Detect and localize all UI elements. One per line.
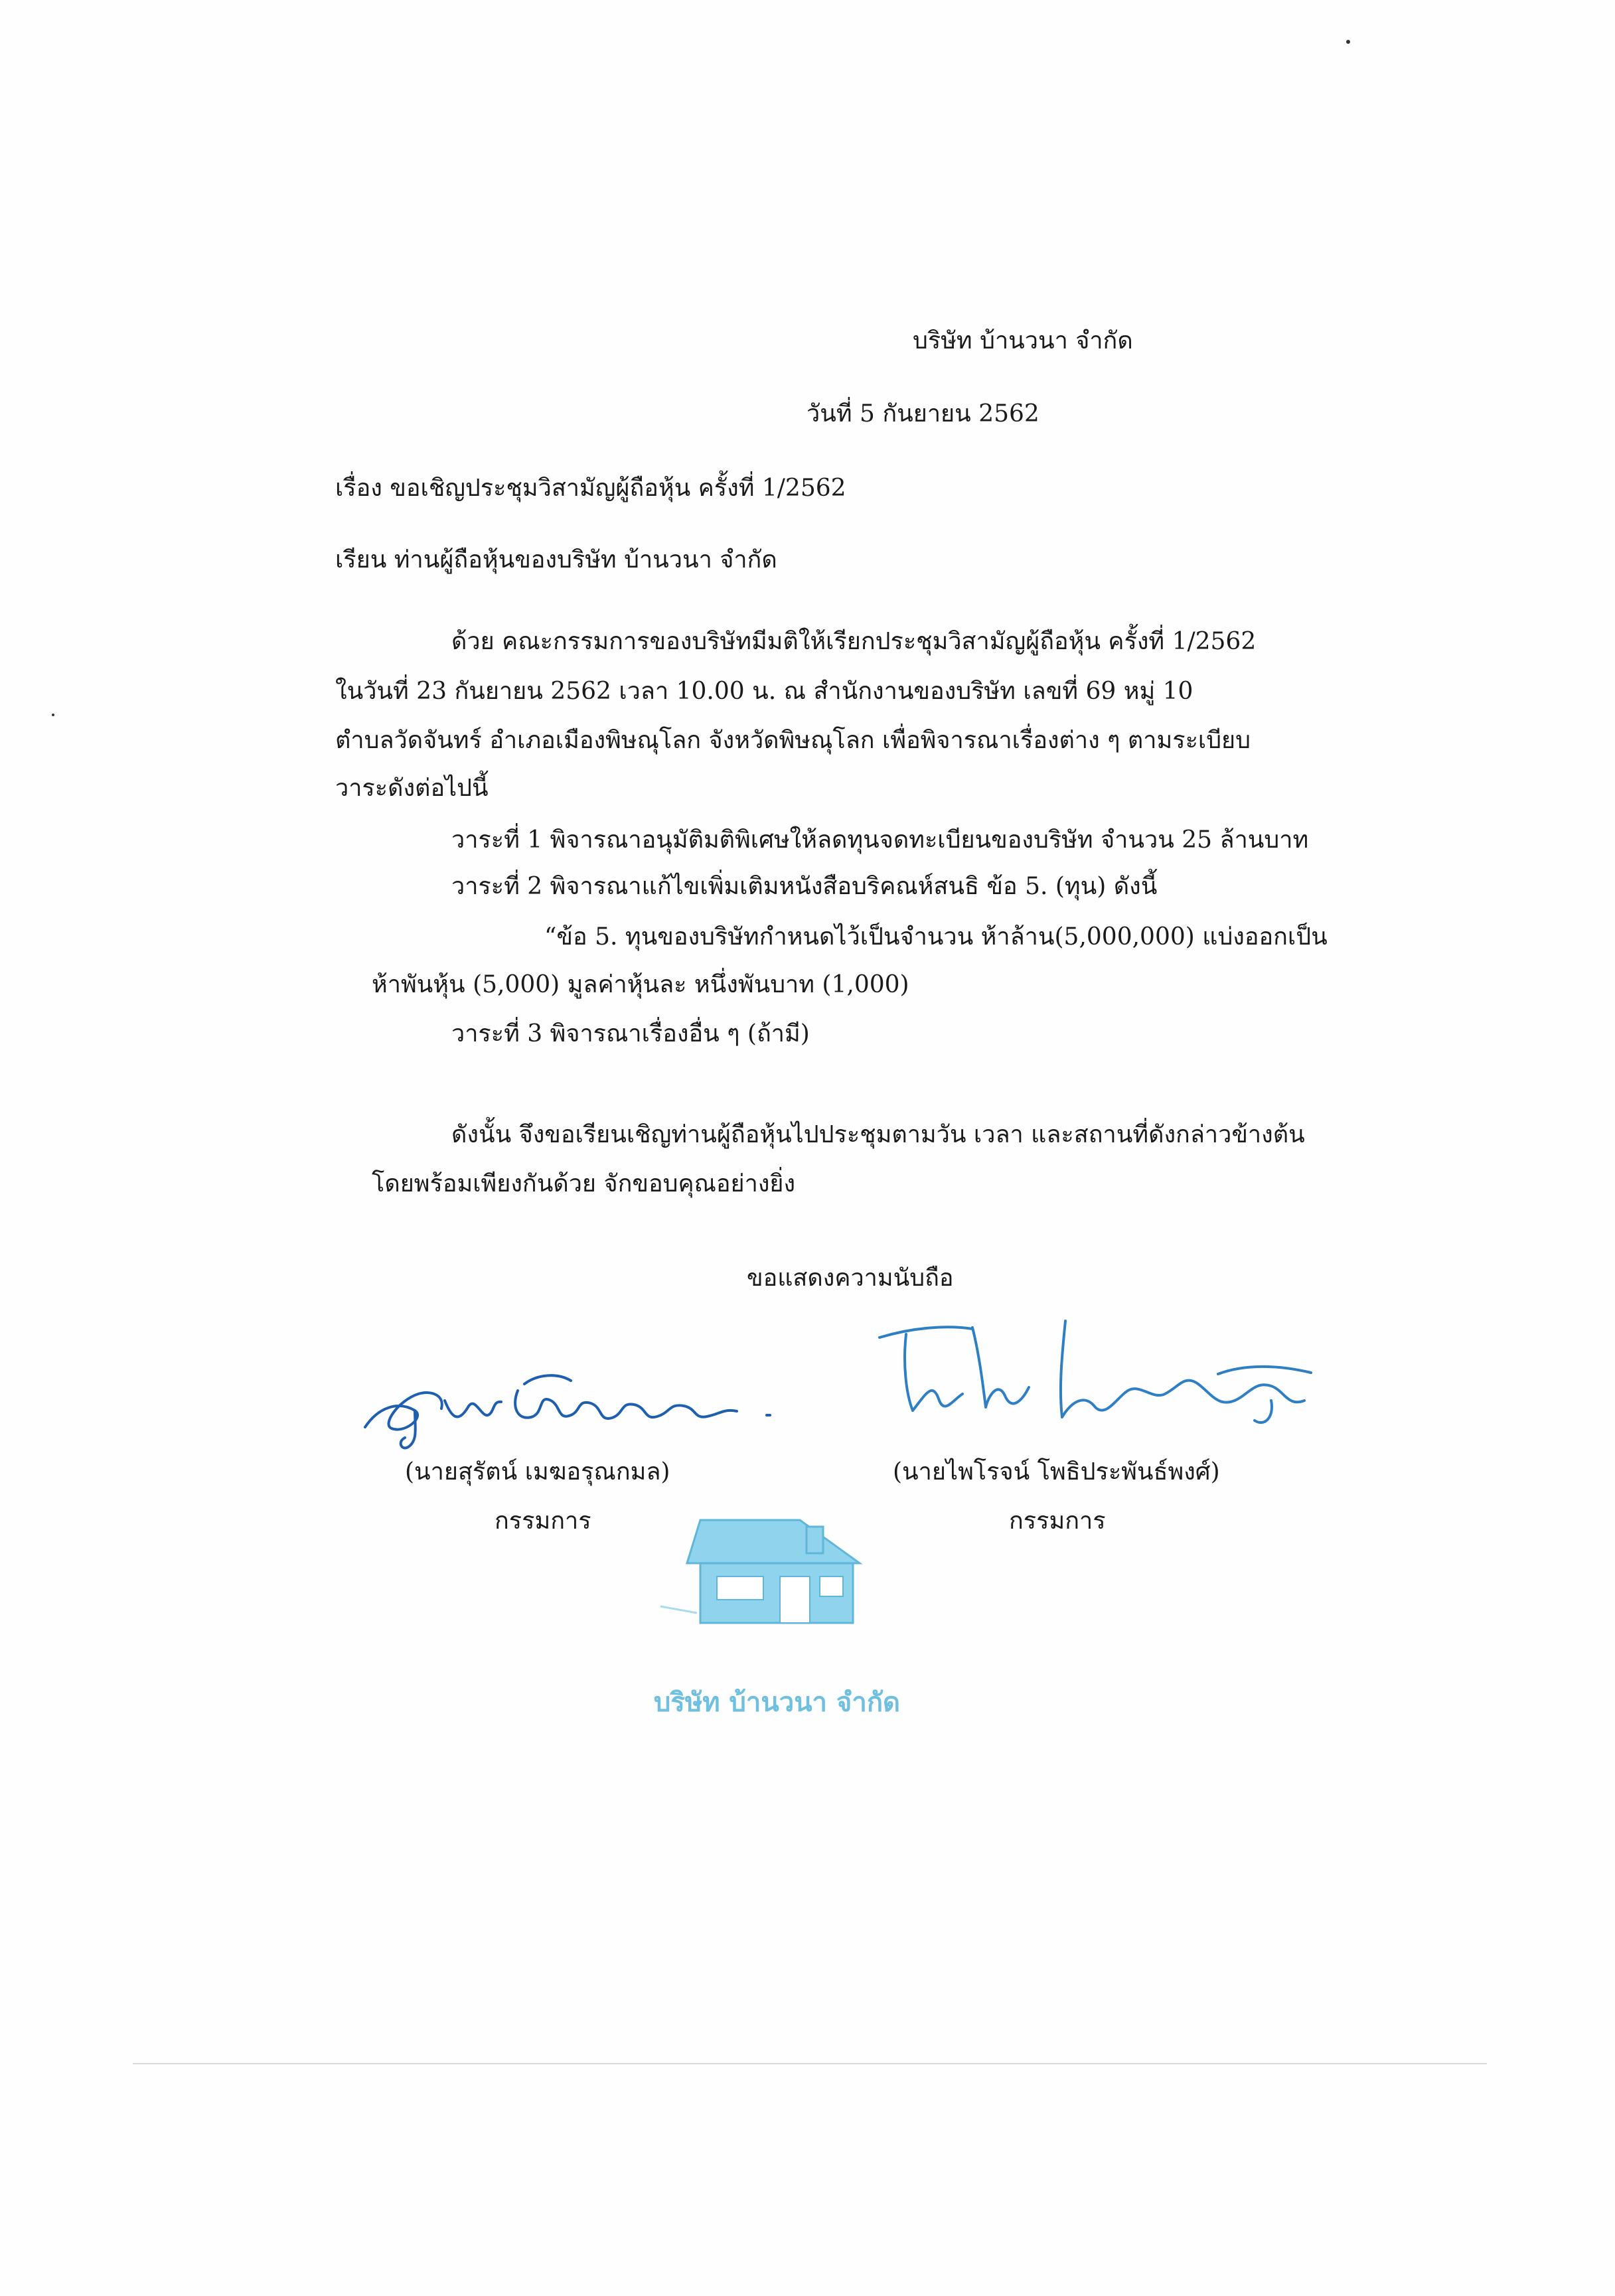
closing-line-1: ดังนั้น จึงขอเรียนเชิญท่านผู้ถือหุ้นไปประชุมตามวัน เวลา และสถานที่ดังกล่าวข้างต้น <box>451 1121 1305 1148</box>
agenda-item-3: วาระที่ 3 พิจารณาเรื่องอื่น ๆ (ถ้ามี) <box>451 1020 810 1047</box>
company-name: บริษัท บ้านวนา จำกัด <box>913 327 1133 354</box>
scan-speck <box>52 714 54 716</box>
closing-regards: ขอแสดงความนับถือ <box>747 1264 954 1292</box>
closing-line-2: โดยพร้อมเพียงกันด้วย จักขอบคุณอย่างยิ่ง <box>372 1170 796 1197</box>
body-line-2: ในวันที่ 23 กันยายน 2562 เวลา 10.00 น. ณ สำนักงานของบริษัท เลขที่ 69 หมู่ 10 <box>335 678 1193 705</box>
salutation-line: เรียน ท่านผู้ถือหุ้นของบริษัท บ้านวนา จำกัด <box>335 546 777 574</box>
signatory-left-title: กรรมการ <box>495 1507 591 1535</box>
scan-speck <box>1346 40 1350 44</box>
signature-right <box>873 1301 1324 1434</box>
signatory-left-name: (นายสุรัตน์ เมฆอรุณกมล) <box>405 1458 670 1486</box>
scan-edge-line <box>133 2063 1487 2064</box>
signatory-right-name: (นายไพโรจน์ โพธิประพันธ์พงศ์) <box>893 1458 1220 1486</box>
subject-line: เรื่อง ขอเชิญประชุมวิสามัญผู้ถือหุ้น ครั้งที่ 1/2562 <box>335 475 846 502</box>
company-stamp-text: บริษัท บ้านวนา จำกัด <box>654 1687 901 1718</box>
agenda-quote-line-2: ห้าพันหุ้น (5,000) มูลค่าหุ้นละ หนึ่งพันบาท (1,000) <box>372 971 909 998</box>
body-line-1: ด้วย คณะกรรมการของบริษัทมีมติให้เรียกประชุมวิสามัญผู้ถือหุ้น ครั้งที่ 1/2562 <box>451 628 1257 655</box>
company-stamp-house-icon <box>647 1513 906 1633</box>
signature-left <box>352 1354 816 1454</box>
date-line: วันที่ 5 กันยายน 2562 <box>807 400 1039 427</box>
agenda-item-2: วาระที่ 2 พิจารณาแก้ไขเพิ่มเติมหนังสือบริคณห์สนธิ ข้อ 5. (ทุน) ดังนี้ <box>451 873 1158 900</box>
body-line-4: วาระดังต่อไปนี้ <box>335 775 489 802</box>
agenda-quote-line-1: “ข้อ 5. ทุนของบริษัทกำหนดไว้เป็นจำนวน ห้าล้าน(5,000,000) แบ่งออกเป็น <box>544 923 1328 951</box>
body-line-3: ตำบลวัดจันทร์ อำเภอเมืองพิษณุโลก จังหวัดพิษณุโลก เพื่อพิจารณาเรื่องต่าง ๆ ตามระเบียบ <box>335 727 1251 754</box>
agenda-item-1: วาระที่ 1 พิจารณาอนุมัติมติพิเศษให้ลดทุนจดทะเบียนของบริษัท จำนวน 25 ล้านบาท <box>451 826 1309 854</box>
signatory-right-title: กรรมการ <box>1009 1507 1106 1535</box>
